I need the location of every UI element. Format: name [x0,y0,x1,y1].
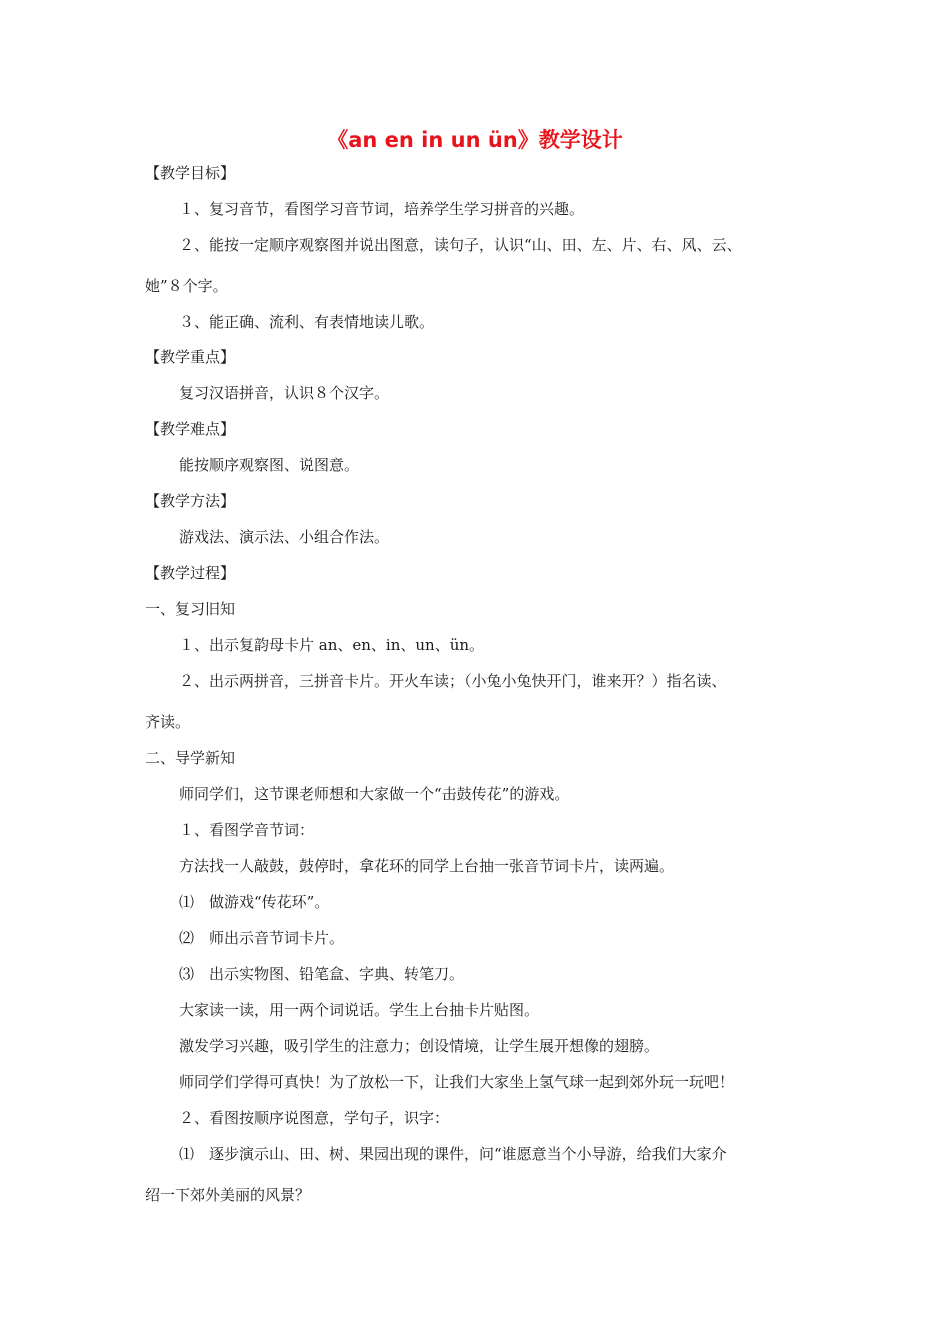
difficulties-text: 能按顺序观察图、说图意。 [179,456,360,474]
sub-item-3 [179,964,464,984]
part-1-item-2-line-2: 齐读。 [145,713,191,731]
sub-item-1-text: 做游戏“传花环”。 [209,893,330,911]
sub-item-4-line-2: 绍一下郊外美丽的风景？ [145,1186,311,1204]
sub-item-1-number: ⑴ [179,893,195,911]
part-1-heading: 一、复习旧知 [145,600,236,618]
sub-item-4-text-1: 逐步演示山、田、树、果园出现的课件，问“谁愿意当个小导游，给我们大家介 [209,1145,727,1163]
section-heading-key-points: 【教学重点】 [145,348,236,366]
part-1-item-1: １、出示复韵母卡片 an、en、in、un、ün。 [179,636,485,654]
document-title: 《an en in un ün》教学设计 [327,128,623,152]
sub-item-1 [179,892,329,912]
part-2-motivate: 激发学习兴趣，吸引学生的注意力；创设情境，让学生展开想像的翅膀。 [179,1037,660,1055]
part-2-item-1: １、看图学音节词： [179,821,315,839]
goal-item-2-line-1: ２、能按一定顺序观察图并说出图意，读句子，认识“山、田、左、片、右、风、云、 [179,236,742,254]
sub-item-3-number: ⑶ [179,965,195,983]
part-1-item-2-line-1: ２、出示两拼音，三拼音卡片。开火车读；（小兔小兔快开门，谁来开？）指名读、 [179,672,727,690]
sub-item-4-line-1 [179,1144,727,1164]
sub-item-2 [179,928,344,948]
goal-item-1: １、复习音节，看图学习音节词，培养学生学习拼音的兴趣。 [179,200,585,218]
key-points-text: 复习汉语拼音，认识８个汉字。 [179,384,390,402]
goal-item-3: ３、能正确、流利、有表情地读儿歌。 [179,313,435,331]
section-heading-process: 【教学过程】 [145,564,236,582]
methods-text: 游戏法、演示法、小组合作法。 [179,528,390,546]
part-2-method: 方法找一人敲鼓，鼓停时，拿花环的同学上台抽一张音节词卡片，读两遍。 [179,857,675,875]
part-2-read: 大家读一读，用一两个词说话。学生上台抽卡片贴图。 [179,1001,540,1019]
part-2-praise: 师同学们学得可真快！为了放松一下，让我们大家坐上氢气球一起到郊外玩一玩吧！ [179,1073,735,1091]
part-2-intro: 师同学们，这节课老师想和大家做一个“击鼓传花”的游戏。 [179,785,570,803]
section-heading-goals: 【教学目标】 [145,164,236,182]
part-2-item-2: ２、看图按顺序说图意，学句子，识字： [179,1109,450,1127]
goal-item-2-line-2: 她”８个字。 [145,277,228,295]
sub-item-2-text: 师出示音节词卡片。 [209,929,345,947]
sub-item-4-number: ⑴ [179,1145,195,1163]
section-heading-difficulties: 【教学难点】 [145,420,236,438]
section-heading-methods: 【教学方法】 [145,492,236,510]
sub-item-3-text: 出示实物图、铅笔盒、字典、转笔刀。 [209,965,465,983]
part-2-heading: 二、导学新知 [145,749,236,767]
sub-item-2-number: ⑵ [179,929,195,947]
